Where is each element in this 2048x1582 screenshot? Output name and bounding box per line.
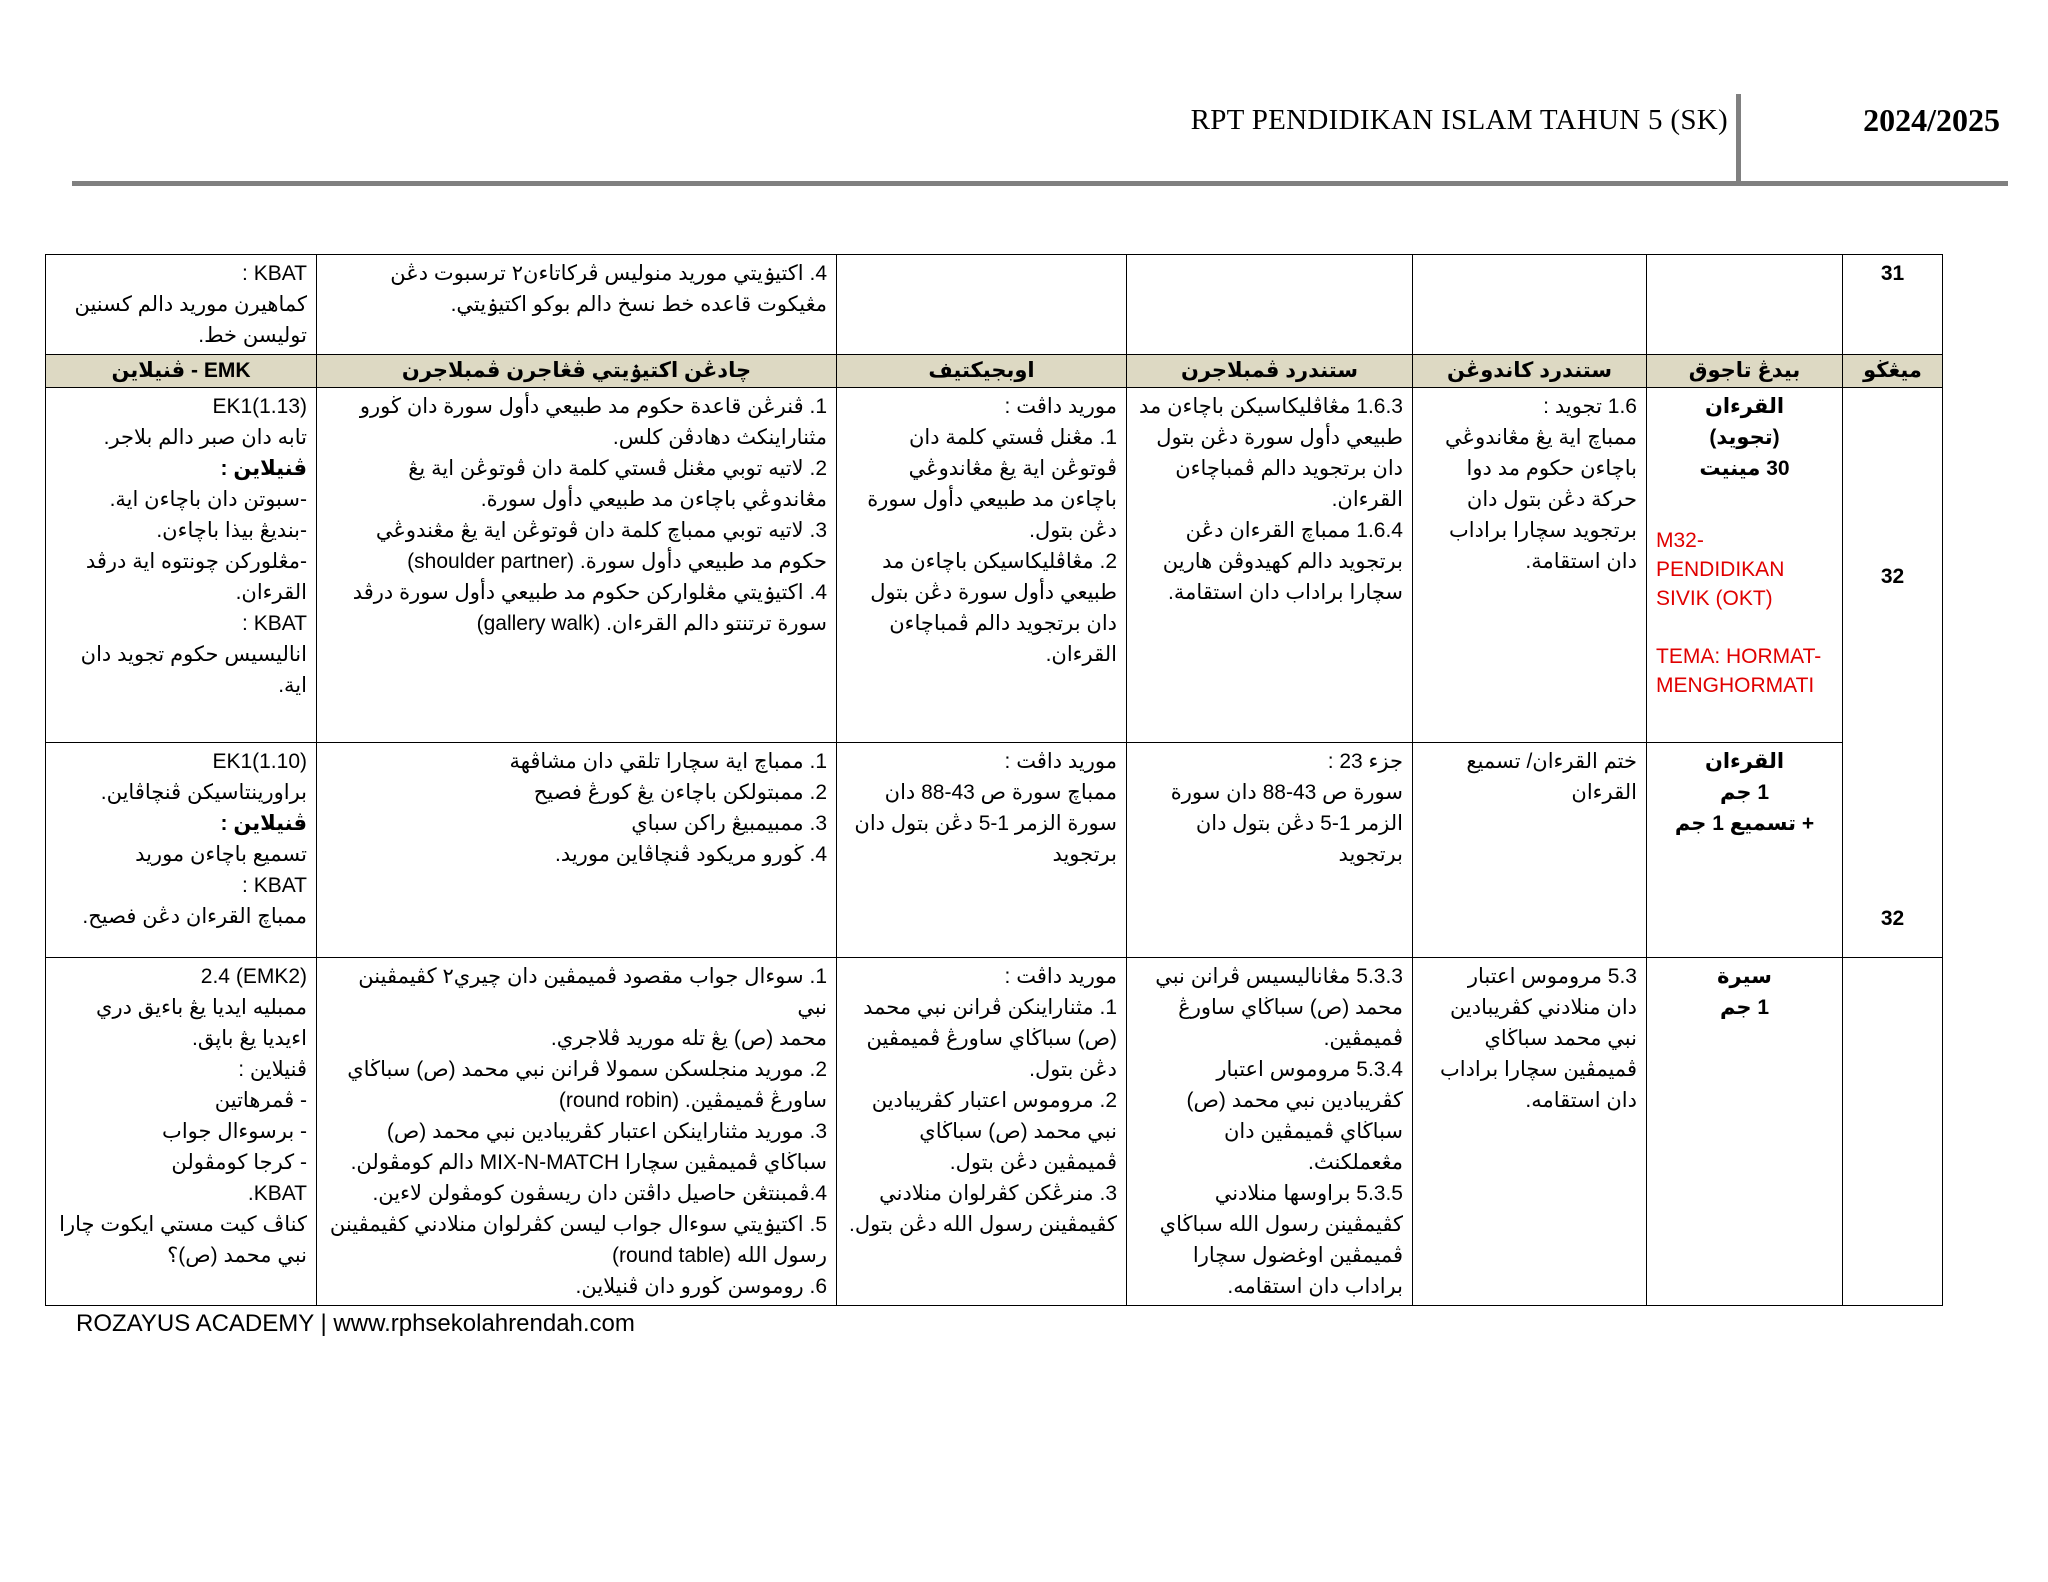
column-header-week: ميڠڬو (1843, 355, 1943, 388)
cell-line: 5.3 مروموس اعتبار (1467, 965, 1637, 988)
cell-line: EK1(1.10) (212, 750, 307, 773)
topic-cell (1647, 388, 1843, 743)
cell-line: براداب دان استقامه. (1227, 1275, 1403, 1298)
cell-line: دان برتجويد دالم ڤمباچاءن (889, 612, 1117, 635)
cell-line: سچارا براداب دان استقامة. (1168, 581, 1403, 604)
emk-cell (46, 958, 317, 1306)
content-standard-cell (1413, 388, 1647, 743)
cell-line: برتجويد (1338, 843, 1403, 866)
footer-text: ROZAYUS ACADEMY | www.rphsekolahrendah.com (76, 1310, 635, 1337)
cell-line: 6. روموسن ڬورو دان ڤنيلاين. (575, 1275, 827, 1298)
cell-line: (EMK2) 2.4 (200, 965, 307, 988)
cell-line: PENDIDIKAN (1656, 558, 1785, 581)
cell-line: KBAT : (242, 612, 307, 635)
cell-line: دان برتجويد دالم ڤمباچاءن (1175, 457, 1403, 480)
cell-line: باچاءن حكوم مد دوا (1466, 457, 1637, 480)
week-cell: 32 32 (1843, 388, 1943, 958)
cell-line (1656, 613, 1833, 642)
cell-line: 1. سوءال جواب مقصود ڤميمڤين دان چيري٢ كڤيمڤينن نبي (358, 965, 827, 1019)
cell-line: 1 جم (1719, 781, 1770, 804)
cell-line: -مڠلوركن چونتوه اية درڤد (85, 550, 307, 573)
cell-line: 4. ڬورو مريكود ڤنچاڤاين موريد. (554, 843, 827, 866)
column-header-topic: بيدڠ تاجوق (1647, 355, 1843, 388)
cell-line: (تجويد) (1709, 426, 1780, 449)
cell-line: سيرة (1717, 965, 1772, 988)
cell-line: SIVIK (OKT) (1656, 587, 1773, 610)
topic-cell (1647, 958, 1843, 1306)
cell-line: اناليسيس حكوم تجويد دان (80, 643, 307, 666)
objective-cell (837, 255, 1127, 355)
cell-line: باچاءن مد طبيعي دأول سورة (867, 488, 1117, 511)
cell-line: 1. ممباچ اية سچارا تلقي دان مشاڤهة (509, 750, 827, 773)
cell-line: ممباچ اية يڠ مڠاندوڠي (1445, 426, 1637, 449)
column-header-activity: چادڠن اكتيۏيتي ڤڠاجرن ڤمبلاجرن (317, 355, 837, 388)
cell-line: -سبوتن دان باچاءن اية. (109, 488, 307, 511)
cell-line: موريد داڤت : (1004, 750, 1117, 773)
cell-line: توليسن خط. (198, 324, 307, 347)
cell-line: ڤنيلاين : (238, 1058, 307, 1081)
cell-line: + تسميع 1 جم (1674, 812, 1815, 835)
cell-line: القرءان (1571, 781, 1637, 804)
cell-line: 1. مڠنل ڤستي كلمة دان (908, 426, 1117, 449)
cell-line: اءيديا يڠ باڽق. (192, 1027, 307, 1050)
content-standard-cell (1413, 255, 1647, 355)
cell-line: برتجويد سچارا براداب (1449, 519, 1637, 542)
cell-line: القرءان (1704, 750, 1785, 773)
cell-line: ساورڠ ڤميمڤين. (round robin) (558, 1089, 827, 1112)
cell-line: دان استقامة. (1525, 550, 1637, 573)
activity-cell (317, 255, 837, 355)
topic-cell (1647, 743, 1843, 958)
column-header-objective: اوبجيكتيف (837, 355, 1127, 388)
cell-line: 4. اكتيۏيتي مڠلواركن حكوم مد طبيعي دأول سورة درڤد (352, 581, 827, 604)
header-rule (72, 181, 2008, 186)
cell-line: القرءان. (1331, 488, 1403, 511)
document-title: RPT PENDIDIKAN ISLAM TAHUN 5 (SK) (1190, 104, 1728, 136)
header-divider (1736, 94, 1741, 184)
cell-line: KBAT : (242, 262, 307, 285)
column-header-content-standard: ستندرد كاندوڠن (1413, 355, 1647, 388)
content-standard-cell (1413, 958, 1647, 1306)
cell-line: سورة الزمر 1-5 دڠن بتول دان (854, 812, 1117, 835)
cell-line: 2. ممبتولكن باچاءن يڠ كورڠ فصيح (533, 781, 827, 804)
cell-line: ممباچ القرءان دڠن فصيح. (82, 905, 307, 928)
cell-line: 5.3.4 مروموس اعتبار (1216, 1058, 1403, 1081)
lesson-plan-table (45, 254, 1943, 1306)
cell-line: KBAT. (247, 1182, 307, 1205)
activity-cell (317, 743, 837, 958)
week-cell (1843, 958, 1943, 1306)
cell-line: 5.3.5 براوسها منلادني (1214, 1182, 1403, 1205)
cell-line: 3. موريد مثناراينكن اعتبار كڤريبادين نبي محمد (ص) (386, 1120, 827, 1143)
activity-cell (317, 958, 837, 1306)
cell-line: جزء 23 : (1327, 750, 1403, 773)
cell-line: موريد داڤت : (1004, 395, 1117, 418)
activity-cell (317, 388, 837, 743)
cell-line: M32- (1656, 529, 1704, 552)
cell-line: برتجويد (1052, 843, 1117, 866)
learning-standard-cell (1127, 743, 1413, 958)
cell-line: - كرجا كومڤولن (171, 1151, 307, 1174)
learning-standard-cell (1127, 388, 1413, 743)
cell-line: 2. مڠاڤليكاسيكن باچاءن مد (882, 550, 1117, 573)
cell-line: EK1(1.13) (212, 395, 307, 418)
table-row (46, 743, 1943, 958)
cell-line: مڠاندوڠي باچاءن مد طبيعي دأول سورة. (480, 488, 827, 511)
cell-line: سباڬاي ڤميمڤين سچارا MIX-N-MATCH دالم كومڤولن. (350, 1151, 827, 1174)
cell-line: 1 جم (1719, 996, 1770, 1019)
cell-line: محمد (ص) سباڬاي ساورڠ (1178, 996, 1403, 1019)
cell-line: اية. (278, 674, 307, 697)
cell-line: دڠن بتول. (1029, 1058, 1117, 1081)
cell-line: نبي محمد (ص)؟ (167, 1244, 307, 1267)
cell-line: محمد (ص) يڠ تله موريد ڤلاجري. (550, 1027, 827, 1050)
cell-line: طبيعي دأول سورة دڠن بتول (1156, 426, 1403, 449)
cell-line: رسول الله (round table) (611, 1244, 827, 1267)
table-row (46, 958, 1943, 1306)
cell-line: 2. مروموس اعتبار كڤريبادين (871, 1089, 1117, 1112)
cell-line: كماهيرن موريد دالم كسنين (74, 293, 307, 316)
cell-line: -بنديڠ بيذا باچاءن. (156, 519, 307, 542)
cell-line: 5. اكتيۏيتي سوءال جواب ليسن كڤرلوان منلادني كڤيمڤينن (329, 1213, 827, 1236)
cell-line: دان استقامه. (1525, 1089, 1637, 1112)
cell-line: 3. ممبيمبيڠ راكن سباي (631, 812, 827, 835)
cell-line: 1.6 تجويد : (1543, 395, 1637, 418)
cell-line: حكوم مد طبيعي دأول سورة. (shoulder partner) (407, 550, 827, 573)
cell-line: ممبليه ايديا يڠ باءيق دري (96, 996, 307, 1019)
objective-cell (837, 388, 1127, 743)
week-cell: 31 (1843, 255, 1943, 355)
cell-line: مڠيكوت قاعده خط نسخ دالم بوكو اكتيۏيتي. (450, 293, 827, 316)
cell-line: كڤريبادين نبي محمد (ص) (1186, 1089, 1403, 1112)
cell-line: ڤنيلاين : (220, 812, 307, 835)
sivik-note (1656, 526, 1833, 700)
cell-line: القرءان. (235, 581, 307, 604)
cell-line: 1.6.4 ممباچ القرءان دڠن (1185, 519, 1403, 542)
cell-line: ڤميمڤين دڠن بتول. (949, 1151, 1117, 1174)
cell-line: 5.3.3 مڠاناليسيس ڤرانن نبي (1155, 965, 1403, 988)
column-header-emk: EMK - ڤنيلاين (46, 355, 317, 388)
cell-line: كڤيمڤينن رسول الله دڠن بتول. (849, 1213, 1117, 1236)
cell-line: برتجويد دالم كهيدوڤن هارين (1162, 550, 1403, 573)
cell-line: 1. مثناراينكن ڤرانن نبي محمد (863, 996, 1117, 1019)
cell-line: - برسوءال جواب (162, 1120, 307, 1143)
cell-line: 2. موريد منجلسكن سمولا ڤرانن نبي محمد (ص) سباڬاي (347, 1058, 827, 1081)
cell-line: تابه دان صبر دالم بلاجر. (103, 426, 307, 449)
cell-line: سورة ص 43-88 دان سورة (1170, 781, 1403, 804)
emk-cell (46, 388, 317, 743)
cell-line: سورة ترتنتو دالم القرءان. (gallery walk) (476, 612, 827, 635)
cell-line: موريد داڤت : (1004, 965, 1117, 988)
topic-lines (1656, 391, 1833, 484)
cell-line: ڤميمڤين اوغضول سچارا (1192, 1244, 1403, 1267)
cell-line: ڤميمڤين. (1323, 1027, 1403, 1050)
learning-standard-cell (1127, 958, 1413, 1306)
cell-line: دڠن بتول. (1029, 519, 1117, 542)
cell-line: 4. اكتيۏيتي موريد منوليس ڤركاتاءن٢ ترسبوت دڠن (390, 262, 827, 285)
cell-line: ڤوتوڠن اية يڠ مڠاندوڠي (908, 457, 1117, 480)
cell-line: ختم القرءان/ تسميع (1466, 750, 1637, 773)
emk-cell (46, 255, 317, 355)
cell-line: ڤميمڤين سچارا براداب (1439, 1058, 1637, 1081)
cell-line: نبي محمد سباڬاي (1484, 1027, 1637, 1050)
cell-line: (ص) سباڬاي ساورڠ ڤميمڤين (866, 1027, 1117, 1050)
cell-line: الزمر 1-5 دڠن بتول دان (1195, 812, 1403, 835)
cell-line: سباڬاي ڤميمڤين دان مڠعملكنث. (1223, 1120, 1403, 1174)
cell-line: 1. ڤنرڠن قاعدة حكوم مد طبيعي دأول سورة دان ڬورو (359, 395, 827, 418)
cell-line: ممباچ سورة ص 43-88 دان (884, 781, 1117, 804)
cell-line: القرءان. (1045, 643, 1117, 666)
emk-cell (46, 743, 317, 958)
topic-cell (1647, 255, 1843, 355)
document-year: 2024/2025 (1863, 102, 2000, 138)
column-header-row (46, 355, 1943, 388)
table-row (46, 388, 1943, 743)
cell-line: 2. لاتيه توبي مڠنل ڤستي كلمة دان ڤوتوڠن اية يڠ (408, 457, 827, 480)
cell-line: تسميع باچاءن موريد (135, 843, 307, 866)
table-row (46, 255, 1943, 355)
cell-line: 3. منرڠكن كڤرلوان منلادني (879, 1182, 1117, 1205)
cell-line: دان منلادني كڤريبادين (1449, 996, 1637, 1019)
cell-line: KBAT : (242, 874, 307, 897)
cell-line: 4.ڤمبنتڠن حاصيل داڤتن دان ريسڤون كومڤولن لاءين. (372, 1182, 827, 1205)
content-standard-cell (1413, 743, 1647, 958)
cell-line: MENGHORMATI (1656, 674, 1815, 697)
cell-line: طبيعي دأول سورة دڠن بتول (870, 581, 1117, 604)
cell-line: 3. لاتيه توبي ممباچ كلمة دان ڤوتوڠن اية يڠ مڠندوڠي (375, 519, 827, 542)
cell-line: ڤنيلاين : (220, 457, 307, 480)
cell-line: القرءان (1704, 395, 1785, 418)
objective-cell (837, 743, 1127, 958)
cell-line: 1.6.3 مڠاڤليكاسيكن باچاءن مد (1138, 395, 1403, 418)
column-header-learning-standard: ستندرد ڤمبلاجرن (1127, 355, 1413, 388)
cell-line: حركة دڠن بتول دان (1466, 488, 1637, 511)
objective-cell (837, 958, 1127, 1306)
cell-line: TEMA: HORMAT- (1656, 645, 1822, 668)
cell-line: - ڤمرهاتين (214, 1089, 307, 1112)
cell-line: براورينتاسيكن ڤنچاڤاين. (100, 781, 307, 804)
cell-line: 30 مينيت (1699, 457, 1790, 480)
cell-line: كڤيمڤينن رسول الله سباڬاي (1159, 1213, 1403, 1236)
cell-line: نبي محمد (ص) سباڬاي (919, 1120, 1117, 1143)
cell-line: كناڤ كيت مستي ايكوت چارا (59, 1213, 307, 1236)
cell-line: مثناراينكث دهادڤن كلس. (612, 426, 827, 449)
learning-standard-cell (1127, 255, 1413, 355)
